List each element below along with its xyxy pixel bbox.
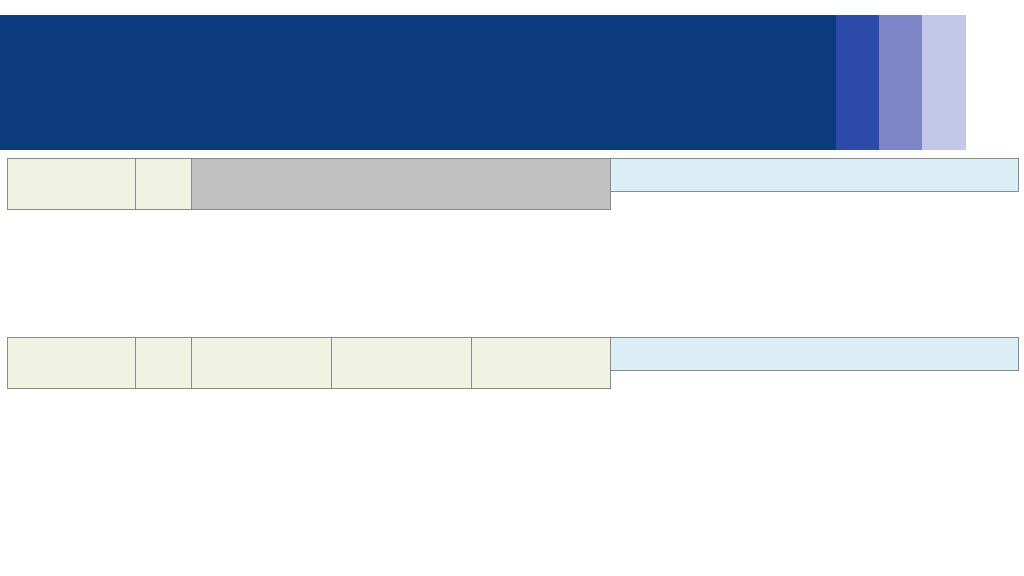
transformative-header: [332, 338, 472, 389]
sector-header-2: [136, 338, 192, 389]
priorities-header: [192, 338, 332, 389]
timeline-header: [611, 159, 1019, 192]
banner-stripe-2: [879, 15, 922, 150]
key-objective-header: [192, 159, 611, 210]
main-milestones-header: [8, 159, 136, 210]
banner-stripe-1: [836, 15, 879, 150]
priorities-table: [7, 337, 1019, 389]
banner-stripe-3: [922, 15, 966, 150]
milestones-table: [7, 158, 1019, 210]
key-objective-header-2: [8, 338, 136, 389]
sector-header: [136, 159, 192, 210]
title-banner: [0, 15, 836, 150]
actions-header: [472, 338, 611, 389]
timeline-header-2: [611, 338, 1019, 371]
